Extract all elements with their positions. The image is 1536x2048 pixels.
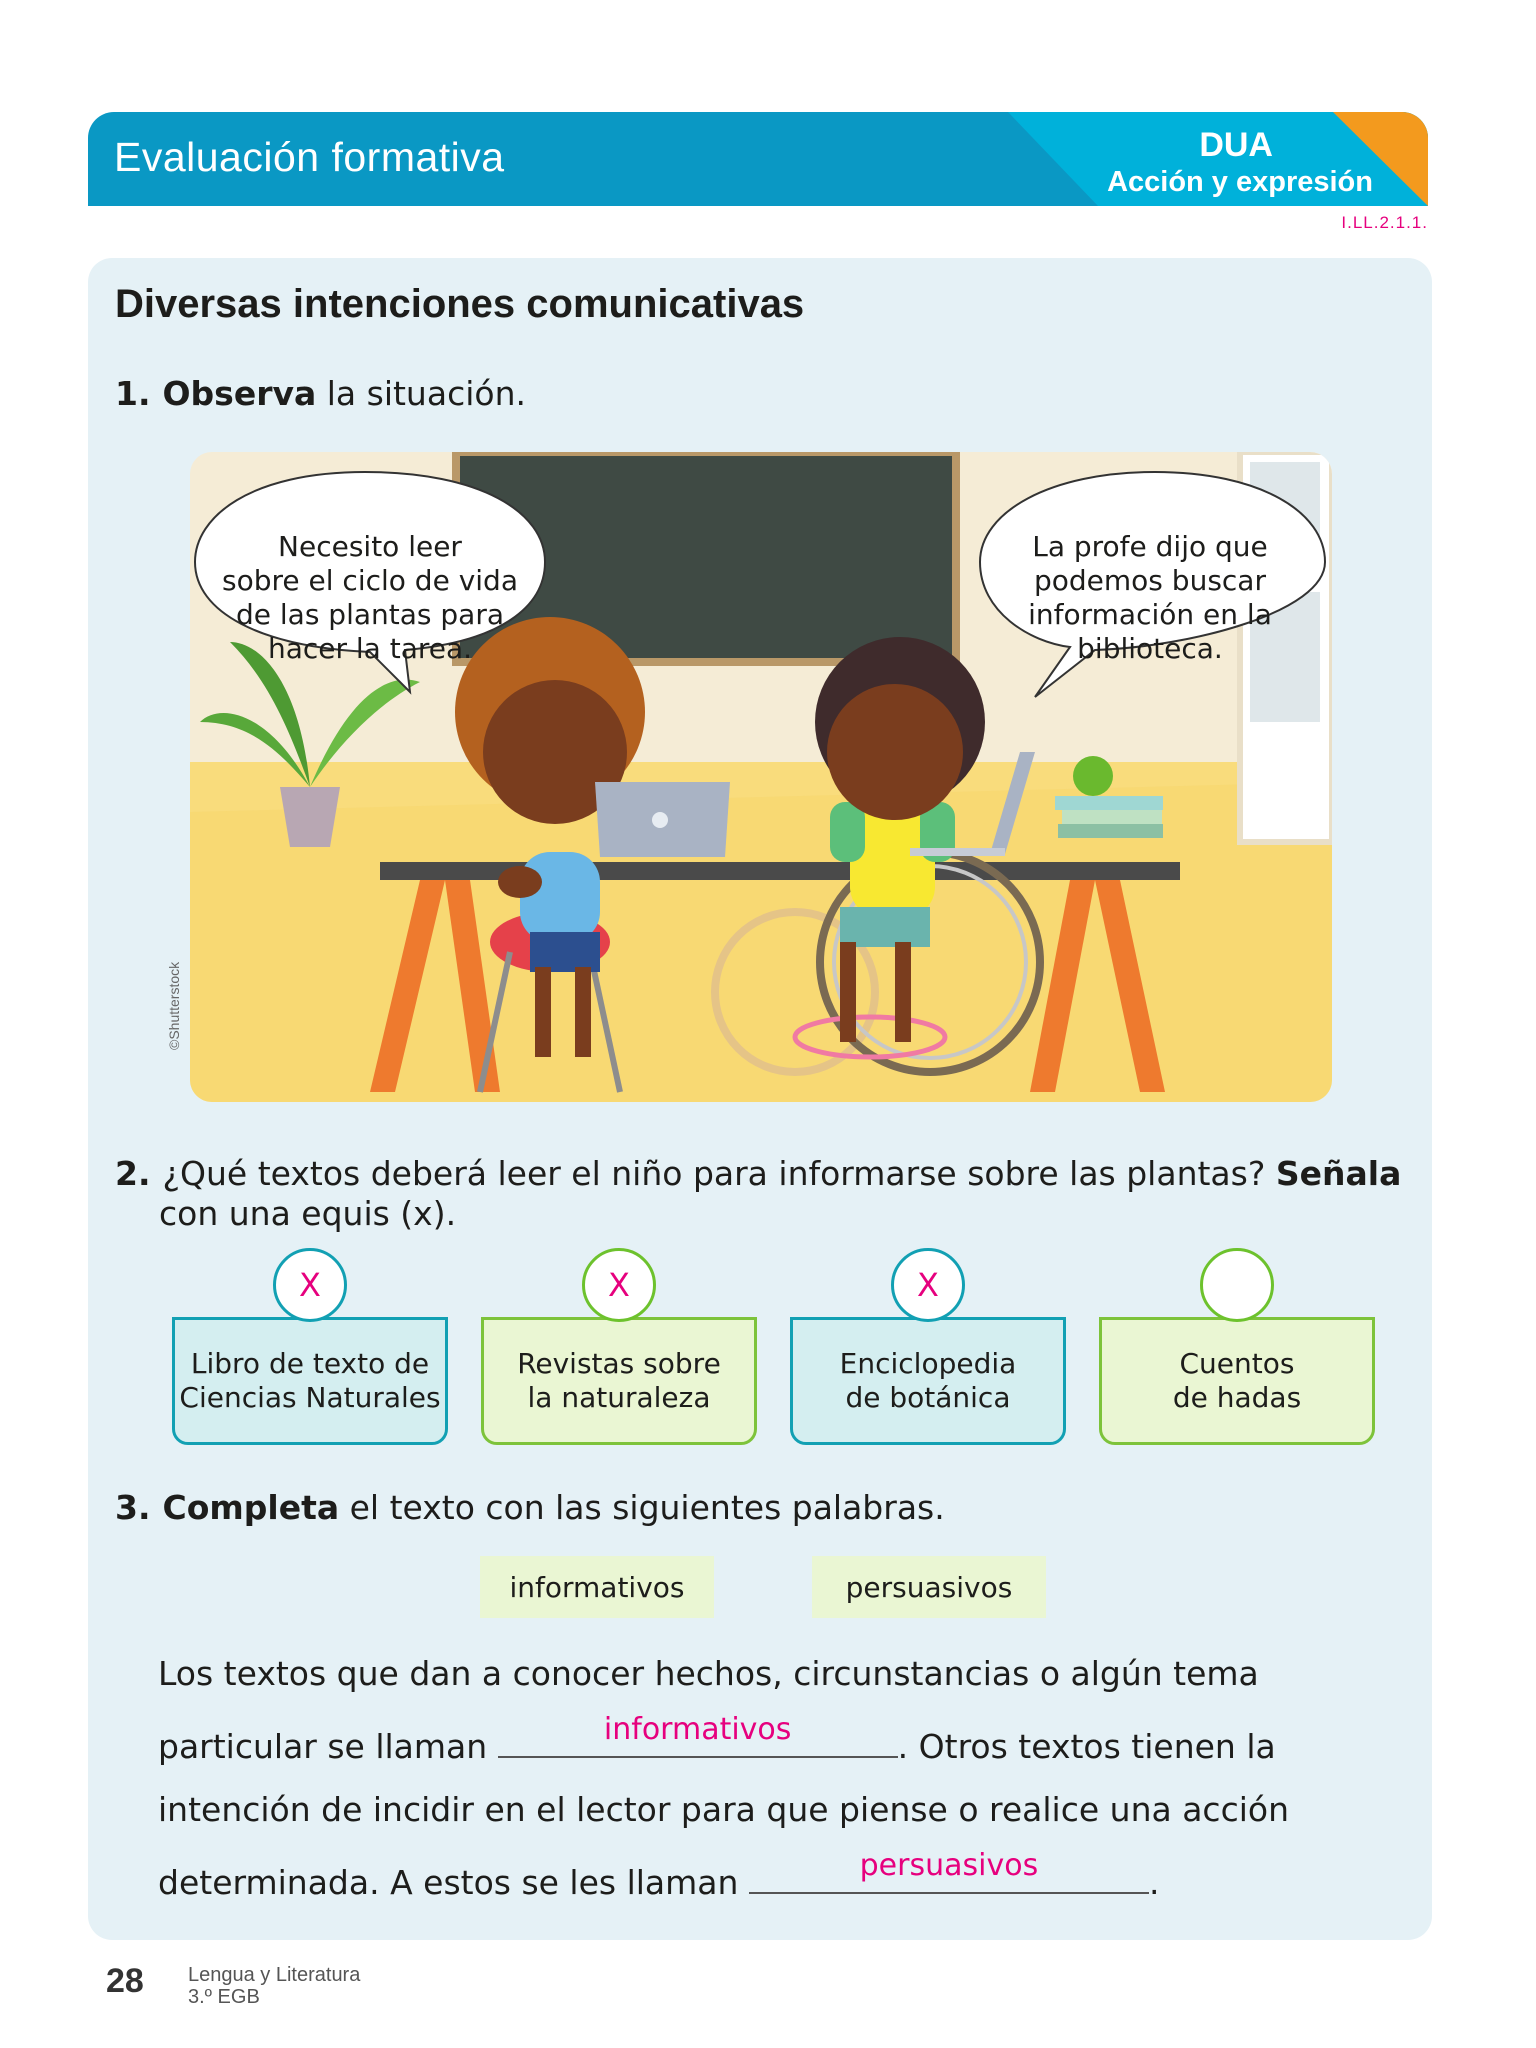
question-2-text-line2: con una equis (x). (159, 1194, 457, 1233)
dua-title: DUA (1199, 126, 1273, 164)
section-title: Diversas intenciones comunicativas (115, 282, 805, 326)
speech-bubble-left: Necesito leer sobre el ciclo de vida de las plantas para hacer la tarea. (222, 530, 518, 665)
word-chip-persuasivos: persuasivos (812, 1556, 1046, 1618)
question-3 (115, 1488, 945, 1527)
option-cuentos (1099, 1317, 1375, 1445)
option-enciclopedia (790, 1317, 1066, 1445)
option-label: Enciclopedia de botánica (839, 1347, 1017, 1414)
paragraph-text: particular se llaman (158, 1727, 498, 1766)
word-chip-informativos: informativos (480, 1556, 714, 1618)
option-label: Libro de texto de Ciencias Naturales (179, 1347, 441, 1414)
speech-bubble-right: La profe dijo que podemos buscar información en la biblioteca. (1028, 530, 1272, 665)
option-libro-texto (172, 1317, 448, 1445)
paragraph-text: . Otros textos tienen la (897, 1727, 1276, 1766)
image-credit: ©Shutterstock (166, 961, 182, 1050)
answer-1: informativos (603, 1712, 792, 1747)
paragraph-line-4 (158, 1848, 1160, 1902)
question-3-number: 3. (115, 1488, 151, 1527)
option-mark-circle[interactable]: X (891, 1248, 965, 1322)
question-2-text: ¿Qué textos deberá leer el niño para informarse sobre las plantas? (162, 1154, 1276, 1193)
paragraph-line-1: Los textos que dan a conocer hechos, circunstancias o algún tema (158, 1654, 1259, 1693)
page-number: 28 (106, 1962, 144, 2000)
option-label: Cuentos de hadas (1172, 1347, 1302, 1414)
question-3-text: el texto con las siguientes palabras. (339, 1488, 945, 1527)
question-2 (115, 1154, 1401, 1234)
option-mark-circle[interactable]: X (582, 1248, 656, 1322)
answer-blank-2[interactable] (749, 1848, 1149, 1894)
option-mark-circle[interactable] (1200, 1248, 1274, 1322)
question-1 (115, 374, 526, 413)
question-2-number: 2. (115, 1154, 151, 1193)
paragraph-line-2 (158, 1712, 1276, 1766)
option-revistas (481, 1317, 757, 1445)
paragraph-text: determinada. A estos se les llaman (158, 1863, 749, 1902)
grade-level: 3.º EGB (188, 1986, 260, 2008)
option-label: Revistas sobre la naturaleza (517, 1347, 721, 1414)
banner-title: Evaluación formativa (114, 134, 505, 180)
question-1-number: 1. (115, 374, 151, 413)
question-2-verb: Señala (1275, 1154, 1402, 1193)
answer-blank-1[interactable] (498, 1712, 898, 1758)
question-3-verb: Completa (162, 1488, 340, 1527)
paragraph-text: . (1148, 1863, 1160, 1902)
paragraph-line-3: intención de incidir en el lector para que piense o realice una acción (158, 1790, 1289, 1829)
question-1-verb: Observa (162, 374, 317, 413)
header-banner (88, 112, 1428, 206)
subject-name: Lengua y Literatura (188, 1964, 361, 1986)
answer-2: persuasivos (859, 1848, 1039, 1883)
footer-subject (188, 1964, 360, 2008)
dua-subtitle: Acción y expresión (1107, 166, 1373, 198)
indicator-code: I.LL.2.1.1. (1341, 213, 1428, 232)
question-1-text: la situación. (316, 374, 526, 413)
option-mark-circle[interactable]: X (273, 1248, 347, 1322)
